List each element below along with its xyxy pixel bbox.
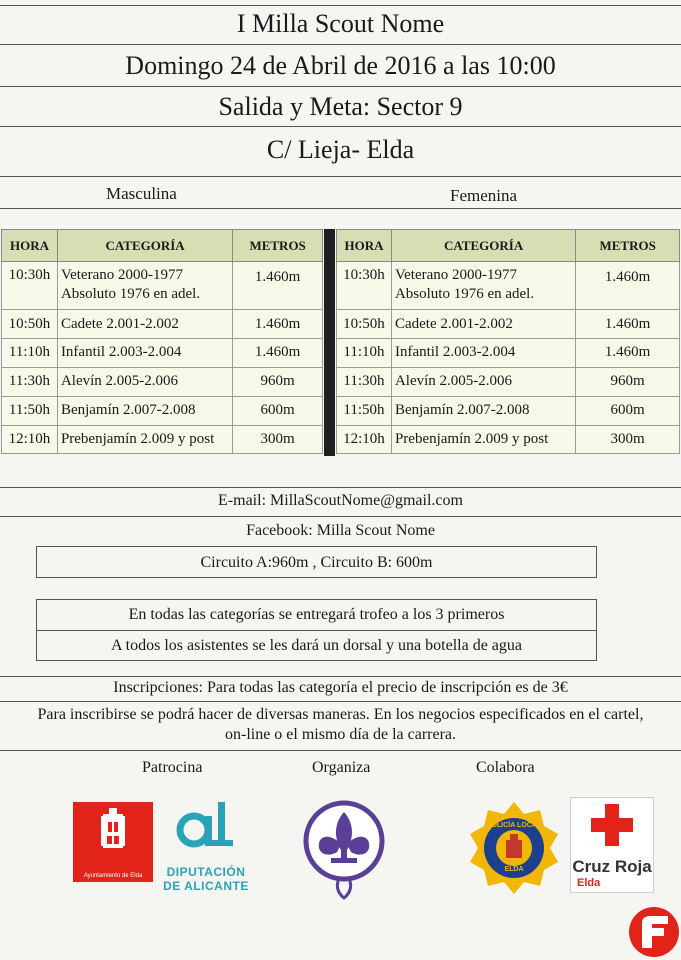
cell-metros: 600m: [233, 397, 323, 426]
cell-categoria: Cadete 2.001-2.002: [57, 310, 232, 339]
cell-hora: 11:30h: [337, 368, 392, 397]
col-categoria: CATEGORÍA: [391, 230, 575, 262]
cell-hora: 12:10h: [2, 426, 58, 454]
cell-hora: 12:10h: [337, 426, 392, 454]
table-row: [337, 310, 680, 339]
schedule-table-female: [336, 229, 680, 454]
cell-hora: 11:30h: [2, 368, 58, 397]
contact-facebook: Facebook: Milla Scout Nome: [246, 522, 435, 539]
police-badge-icon: [466, 800, 562, 896]
cell-metros: 1.460m: [233, 310, 323, 339]
cell-categoria: Prebenjamín 2.009 y post: [57, 426, 232, 454]
ayuntamiento-caption: Ayuntamiento de Elda: [83, 873, 143, 879]
col-hora: HORA: [337, 230, 392, 262]
cell-metros: 1.460m: [576, 339, 680, 368]
col-categoria: CATEGORÍA: [57, 230, 232, 262]
policia-text: POLICÍA LOCAL: [486, 822, 542, 829]
schedule-table-male: [1, 229, 323, 454]
cell-hora: 10:50h: [337, 310, 392, 339]
col-metros: METROS: [233, 230, 323, 262]
col-hora: HORA: [2, 230, 58, 262]
cell-categoria: Alevín 2.005-2.006: [391, 368, 575, 397]
event-date: Domingo 24 de Abril de 2016 a las 10:00: [0, 45, 681, 87]
section-male: Masculina: [106, 184, 177, 203]
cell-categoria: Alevín 2.005-2.006: [57, 368, 232, 397]
cruz-roja-label: Cruz Roja: [572, 857, 652, 876]
diputacion-line1: DIPUTACIÓN: [166, 865, 246, 879]
policia-city: ELDA: [504, 866, 524, 873]
categoria-line1: Veterano 2000-1977: [60, 267, 183, 283]
cell-hora: 11:50h: [337, 397, 392, 426]
patrocina-label: Patrocina: [142, 759, 203, 776]
cell-categoria: [391, 262, 575, 310]
cell-metros: 300m: [576, 426, 680, 454]
registration-price: Inscripciones: Para todas las categoría el precio de inscripción es de 3€: [113, 679, 568, 696]
cell-categoria: [57, 262, 232, 310]
red-cross-icon: [571, 798, 653, 850]
cell-hora: 10:30h: [2, 262, 58, 310]
cell-hora: 10:50h: [2, 310, 58, 339]
cell-categoria: Cadete 2.001-2.002: [391, 310, 575, 339]
table-row: [2, 339, 323, 368]
cell-metros: 1.460m: [576, 310, 680, 339]
policia-local-logo: [466, 800, 562, 896]
cruz-roja-city: Elda: [577, 877, 601, 889]
cell-metros: 960m: [233, 368, 323, 397]
prize-trophy: En todas las categorías se entregará trofeo a los 3 primeros: [37, 600, 596, 631]
circuits-box: Circuito A:960m , Circuito B: 600m: [36, 546, 597, 578]
cell-metros: 1.460m: [233, 262, 323, 310]
table-row: [337, 426, 680, 454]
prizes-box: [36, 599, 597, 661]
ayuntamiento-elda-logo: [73, 802, 153, 882]
table-row: [337, 368, 680, 397]
table-divider: [324, 229, 335, 456]
table-row: [337, 397, 680, 426]
registration-how-1: Para inscribirse se podrá hacer de diversas maneras. En los negocios especificados en el cartel,: [37, 706, 644, 723]
cruz-roja-logo: [570, 797, 654, 893]
table-row: [2, 397, 323, 426]
cell-hora: 11:50h: [2, 397, 58, 426]
registration-how-2: on-line o el mismo día de la carrera.: [224, 726, 456, 743]
table-row: [2, 310, 323, 339]
categoria-line2: Absoluto 1976 en adel.: [60, 286, 201, 302]
colabora-label: Colabora: [476, 759, 535, 776]
watermark-logo-icon: [628, 906, 680, 958]
cell-metros: 600m: [576, 397, 680, 426]
table-row: [2, 368, 323, 397]
cell-categoria: Benjamín 2.007-2.008: [391, 397, 575, 426]
castle-icon: [73, 802, 153, 868]
cell-categoria: Benjamín 2.007-2.008: [57, 397, 232, 426]
cell-metros: 1.460m: [233, 339, 323, 368]
table-row: [2, 426, 323, 454]
cell-hora: 11:10h: [337, 339, 392, 368]
contact-email: E-mail: MillaScoutNome@gmail.com: [218, 492, 463, 509]
diputacion-alicante-logo: [158, 800, 254, 892]
section-female: Femenina: [450, 186, 518, 205]
cell-metros: 1.460m: [576, 262, 680, 310]
col-metros: METROS: [576, 230, 680, 262]
cell-hora: 11:10h: [2, 339, 58, 368]
scout-fleur-de-lis-icon: [301, 798, 387, 908]
cell-categoria: Infantil 2.003-2.004: [391, 339, 575, 368]
diputacion-line2: DE ALICANTE: [163, 879, 249, 893]
cell-hora: 10:30h: [337, 262, 392, 310]
cell-metros: 960m: [576, 368, 680, 397]
street-address: C/ Lieja- Elda: [0, 127, 681, 177]
categoria-line1: Veterano 2000-1977: [394, 267, 518, 283]
event-title: I Milla Scout Nome: [0, 5, 681, 45]
table-row: [337, 262, 680, 310]
categoria-line2: Absoluto 1976 en adel.: [394, 286, 535, 302]
diputacion-al-icon: [158, 800, 254, 856]
start-finish: Salida y Meta: Sector 9: [0, 87, 681, 127]
table-row: [2, 262, 323, 310]
cell-metros: 300m: [233, 426, 323, 454]
cell-categoria: Prebenjamín 2.009 y post: [391, 426, 575, 454]
prize-gift: A todos los asistentes se les dará un dorsal y una botella de agua: [110, 637, 522, 654]
cell-categoria: Infantil 2.003-2.004: [57, 339, 232, 368]
table-row: [337, 339, 680, 368]
organiza-label: Organiza: [312, 759, 371, 776]
